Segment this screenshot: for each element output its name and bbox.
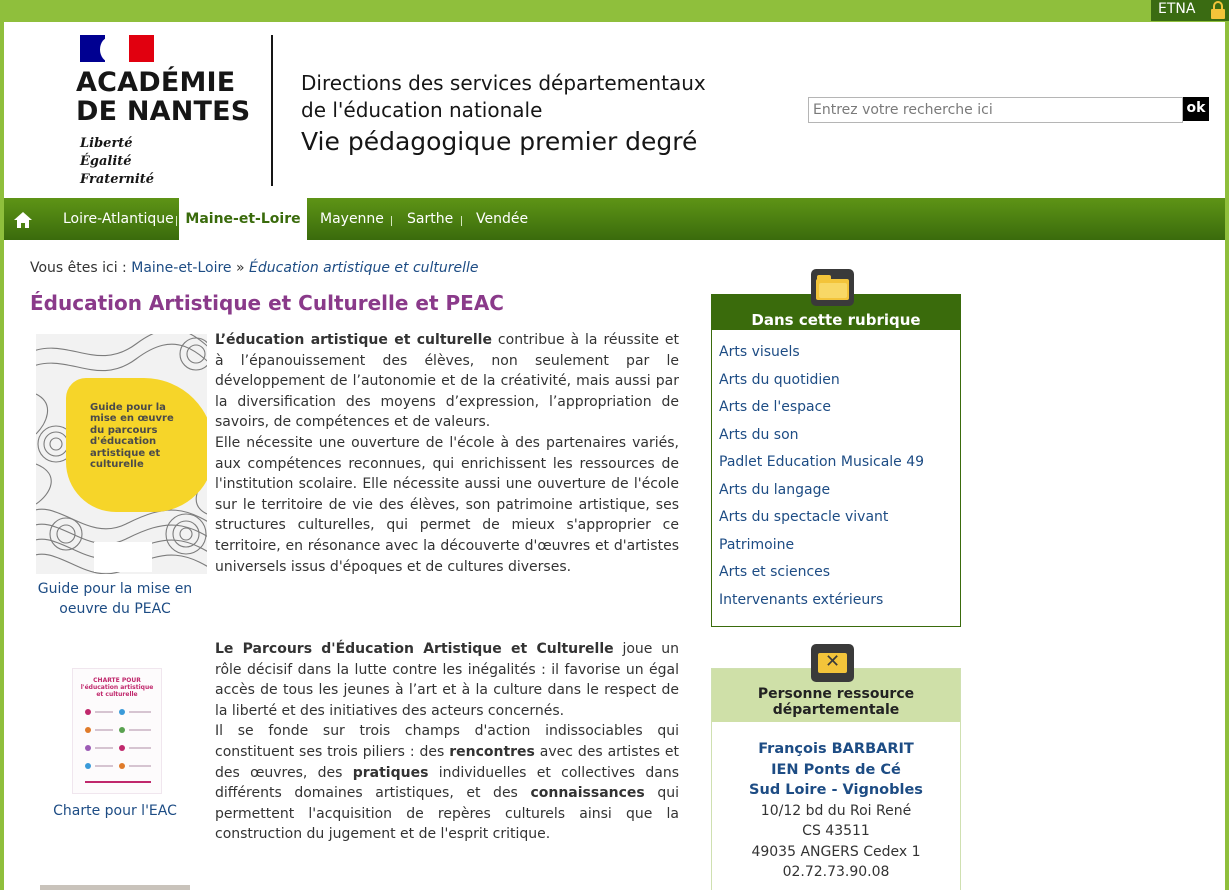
charter-cover-text: CHARTE POUR l'éducation artistique et culturelle [80,677,154,698]
contact-address1: 10/12 bd du Roi René [760,802,912,819]
page-title: Éducation Artistique et Culturelle et PEAC [30,291,504,315]
contact-title: Personne ressource départementale [712,669,960,722]
breadcrumb-link-maine-et-loire[interactable]: Maine-et-Loire [131,260,232,276]
main-nav [4,198,1225,240]
breadcrumb-current: Éducation artistique et culturelle [249,260,479,276]
peac-text2b: avec des artistes et des œuvres, des [215,743,679,781]
motto-fraternite: Fraternité [80,172,155,187]
motto-egalite: Égalité [80,154,132,169]
academy-name[interactable] [76,68,250,126]
ministry-logo [94,542,152,572]
etna-link[interactable] [1151,0,1229,21]
nav-item-maine-et-loire[interactable]: Maine-et-Loire [179,198,307,240]
breadcrumb-separator: » [236,260,245,276]
contact-district[interactable]: Sud Loire - Vignobles [749,782,923,798]
folder-icon [811,269,854,306]
eac-paragraph [215,330,679,577]
peac-lead: Le Parcours d'Éducation Artistique et Culturelle [215,641,614,657]
rubrique-link-arts-du-quotidien[interactable]: Arts du quotidien [719,371,840,388]
third-article-image[interactable] [40,885,190,890]
breadcrumb-prefix: Vous êtes ici : [30,260,127,276]
eac-text1: contribue à la réussite et à l’épanouissement des élèves, non seulement par le développement de l’autonomie et de la créativité, mais aussi par la diversification des moyens d’expression, l’appropriation de savoirs, de compétences et de valeurs. [215,332,679,431]
nav-separator [461,216,462,226]
rubrique-link-patrimoine[interactable]: Patrimoine [719,536,795,553]
charter-caption-link[interactable]: Charte pour l'EAC [53,803,177,819]
rubrique-title: Dans cette rubrique [712,295,960,330]
contact-name[interactable]: François BARBARIT [758,741,914,757]
nav-item-vendee[interactable]: Vendée [476,211,529,227]
rubrique-link-arts-du-langage[interactable]: Arts du langage [719,481,831,498]
pillar-pratiques: pratiques [352,764,429,781]
pillar-rencontres: rencontres [449,743,535,760]
contact-phone: 02.72.73.90.08 [782,864,890,880]
nav-separator [176,216,177,226]
search-submit-button[interactable]: ok [1183,97,1209,121]
peac-guide-image[interactable] [36,334,207,574]
rubrique-link-padlet[interactable]: Padlet Education Musicale 49 [719,454,925,470]
peac-text2d: qui permettent l'acquisition de repères culturels ainsi que la construction du jugement et de l'esprit critique. [215,785,679,843]
rubrique-link-arts-du-son[interactable]: Arts du son [719,426,799,443]
rubrique-link-spectacle-vivant[interactable]: Arts du spectacle vivant [719,509,889,525]
site-header [4,22,1225,198]
header-divider [271,35,273,186]
lock-icon [1211,1,1225,19]
contact-address3: 49035 ANGERS Cedex 1 [751,843,921,860]
dsden-line1: Directions des services départementaux [301,71,706,95]
dsden-heading [301,70,706,124]
contact-role[interactable]: IEN Ponts de Cé [771,761,901,778]
rubrique-link-arts-de-l-espace[interactable]: Arts de l'espace [719,399,831,415]
rubrique-link-arts-et-sciences[interactable]: Arts et sciences [719,564,831,580]
etna-label: ETNA [1158,1,1196,17]
peac-text2a: Il se fonde sur trois champs d'action indissociables qui constituent ses trois piliers : des [215,723,679,760]
dsden-line2: de l'éducation nationale [301,98,543,122]
nav-separator [391,216,392,226]
peac-text2c: individuelles et collectives dans différents domaines artistiques, et des [215,764,679,802]
guide-cover-text: Guide pour la mise en œuvre du parcours d'éducation artistique et culturelle [90,402,174,471]
marianne-logo[interactable] [80,35,154,62]
eac-lead: L’éducation artistique et culturelle [215,332,492,348]
rubrique-link-intervenants[interactable]: Intervenants extérieurs [719,591,884,608]
peac-paragraph [215,639,679,845]
peac-text1: joue un rôle décisif dans la lutte contre les inégalités : il favorise un égal accès de tous les jeunes à l’art et à la culture dans le respect de la liberté et des initiatives des acteurs concernés. [215,641,679,719]
rubrique-panel [711,294,961,627]
eac-charter-image[interactable] [72,668,162,794]
eac-text2: Elle nécessite une ouverture de l'école à des partenaires variés, aux compétences reconnues, qui enrichissent les ressources de l'institution scolaire. Elle nécessite aussi une ouverture de l'école sur le territoire de vie des élèves, son patrimoine artistique, ses structures culturelles, qui permet de mieux s'approprier ce territoire, en résonance avec la découverte d'œuvres et d'artistes universels issus d'époques et de cultures diverses. [215,434,679,575]
nav-item-mayenne[interactable]: Mayenne [320,211,384,227]
motto-liberte: Liberté [80,136,133,151]
academy-line1: ACADÉMIE [76,67,236,98]
home-icon[interactable] [14,212,32,228]
academy-line2: DE NANTES [76,96,251,127]
republic-motto [80,135,154,189]
contact-details [711,739,961,883]
rubrique-link-arts-visuels[interactable]: Arts visuels [719,344,800,360]
top-bar [0,0,1229,22]
site-title[interactable]: Vie pédagogique premier degré [301,127,698,156]
rubrique-list [719,344,924,619]
nav-item-sarthe[interactable]: Sarthe [407,211,454,227]
guide-caption-link[interactable]: Guide pour la mise en oeuvre du PEAC [37,581,193,617]
contact-address2: CS 43511 [802,823,870,839]
envelope-icon: ✕ [811,644,854,682]
pillar-connaissances: connaissances [530,785,645,802]
breadcrumb [30,260,479,276]
search-input[interactable]: Entrez votre recherche ici [808,97,1183,123]
nav-item-loire-atlantique[interactable]: Loire-Atlantique [63,211,174,227]
